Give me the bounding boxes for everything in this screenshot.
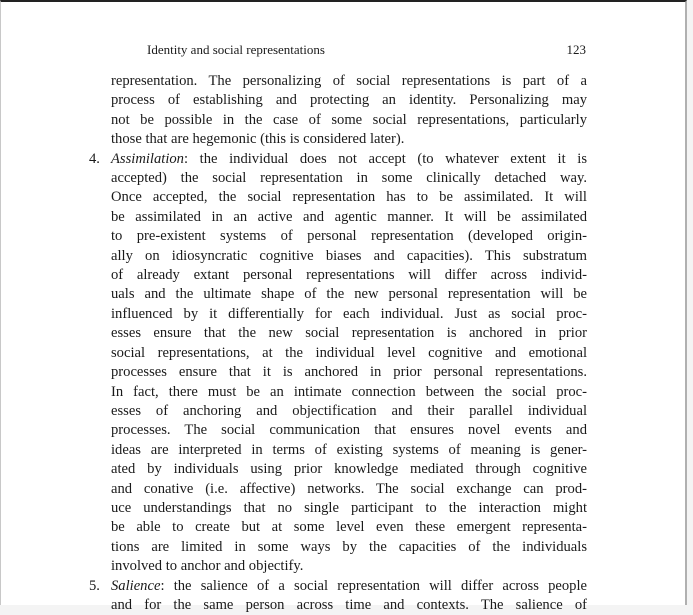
text-line: ated by individuals using prior knowledge mediated through cognitive	[111, 461, 587, 478]
text-line: not be possible in the case of some social representations, particularly	[111, 111, 587, 128]
text-line: social representations, at the individual level cognitive and emotional	[111, 344, 587, 361]
text-line: tions are limited in some ways by the capacities of the individuals	[111, 538, 587, 555]
list-item-term: Assimilation	[111, 150, 184, 167]
text-line: representation. The personalizing of social representations is part of a	[111, 73, 587, 89]
text-line: processes. The social communication that ensures novel events and	[111, 422, 587, 439]
text-line: and conative (i.e. affective) networks. The social exchange can prod-	[111, 480, 587, 497]
text-line: uals and the ultimate shape of the new personal representation will be	[111, 286, 587, 303]
list-item	[89, 577, 587, 615]
text-line: be able to create but at some level even these emergent representa-	[111, 519, 587, 536]
text-line: Assimilation: the individual does not accept (to whatever extent it is	[111, 150, 587, 167]
text-line: and for the same person across time and contexts. The salience of	[111, 596, 587, 613]
text-line: uce understandings that no single participant to the interaction might	[111, 499, 587, 516]
page-number: 123	[566, 42, 586, 57]
running-title: Identity and social representations	[147, 42, 325, 57]
text-line: esses of anchoring and objectification and their parallel individual	[111, 402, 587, 419]
text-line: those that are hegemonic (this is considered later).	[111, 131, 405, 148]
list-item	[89, 150, 587, 577]
body-text	[89, 72, 587, 615]
text-line: In fact, there must be an intimate connection between the social proc-	[111, 383, 587, 400]
text-line: involved to anchor and objectify.	[111, 558, 304, 575]
text-line: to pre-existent systems of personal representation (developed origin-	[111, 228, 587, 245]
text-line: ideas are interpreted in terms of existing systems of meaning is gener-	[111, 441, 587, 458]
running-header	[147, 42, 586, 58]
list-item-number: 4.	[89, 150, 100, 167]
text-line: accepted) the social representation in some clinically detached way.	[111, 170, 587, 187]
text-line: influenced by it differentially for each individual. Just as social proc-	[111, 305, 587, 322]
text-line: ally on idiosyncratic cognitive biases and capacities). This substratum	[111, 247, 587, 264]
list-item-number: 5.	[89, 577, 100, 594]
text-line: process of establishing and protecting an identity. Personalizing may	[111, 92, 587, 109]
text-line: be assimilated in an active and agentic manner. It will be assimilated	[111, 208, 587, 225]
text-line: processes ensure that it is anchored in prior personal representations.	[111, 364, 587, 381]
list-item-term: Salience	[111, 577, 161, 594]
numbered-list	[89, 150, 587, 615]
text-line: of already extant personal representations will differ across individ-	[111, 267, 587, 284]
continuation-paragraph	[111, 72, 587, 150]
text-line: Once accepted, the social representation has to be assimilated. It will	[111, 189, 587, 206]
text-line: Salience: the salience of a social representation will differ across people	[111, 577, 587, 594]
text-line: esses ensure that the new social representation is anchored in prior	[111, 325, 587, 342]
